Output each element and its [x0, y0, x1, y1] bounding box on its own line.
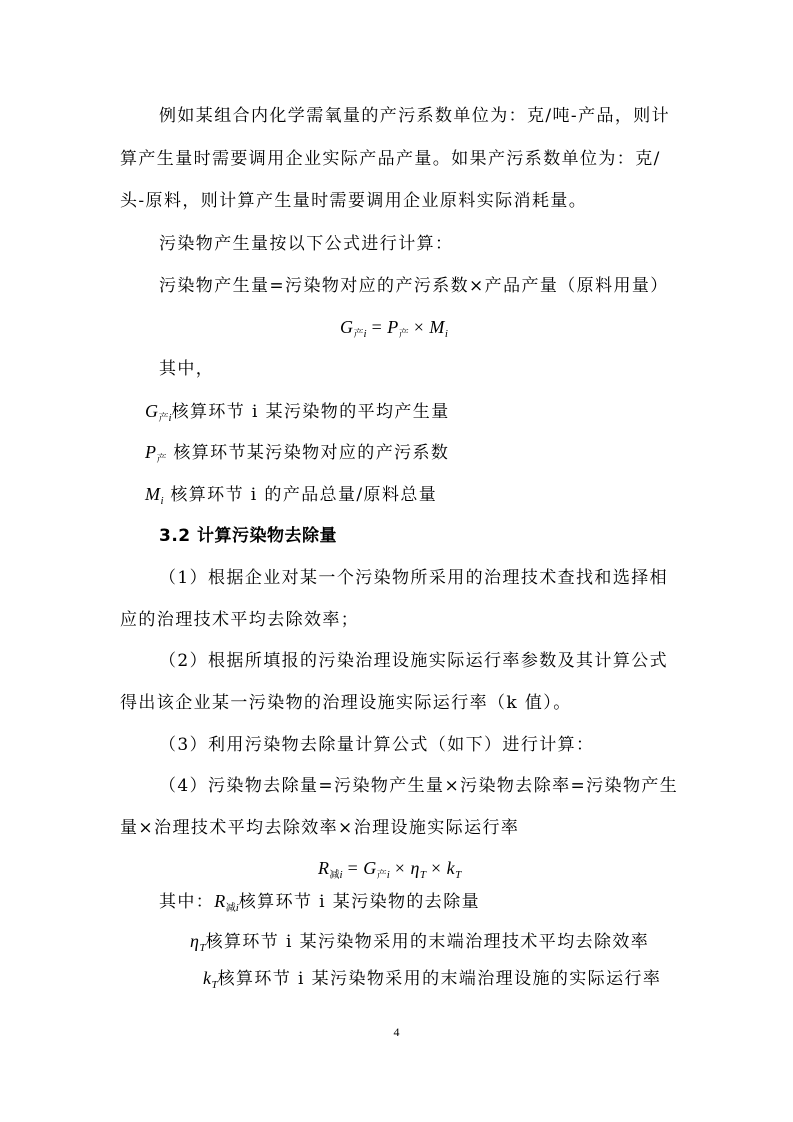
section-heading: 3.2 计算污染物去除量	[159, 526, 338, 546]
symbol-p: $P_产$	[145, 442, 167, 465]
formula-generation: $G_{产i} = P_产 \times M_i$	[340, 317, 448, 340]
symbol-eta: $\eta_T$	[190, 931, 206, 954]
paragraph-line: 头-原料，则计算产生量时需要调用企业原料实际消耗量。	[120, 191, 588, 211]
definition-k: $k_T$核算环节 i 某污染物采用的末端治理设施的实际运行率	[203, 968, 662, 991]
symbol-g: $G_{产i}$	[145, 401, 172, 424]
definition-p: $P_产$ 核算环节某污染物对应的产污系数	[145, 442, 450, 465]
paragraph-line: （4）污染物去除量=污染物产生量×污染物去除率=污染物产生	[159, 776, 679, 796]
symbol-m: $M_i$	[145, 484, 164, 507]
paragraph-line: 得出该企业某一污染物的治理设施实际运行率（k 值）。	[120, 693, 572, 713]
definition-r: 其中：$R_{减i}$核算环节 i 某污染物的去除量	[159, 891, 481, 914]
paragraph-line: 量×治理技术平均去除效率×治理设施实际运行率	[120, 818, 520, 838]
paragraph-line: 算产生量时需要调用企业实际产品产量。如果产污系数单位为：克/	[120, 149, 661, 169]
paragraph-line: 污染物产生量按以下公式进行计算：	[159, 234, 454, 254]
paragraph-line: 其中，	[159, 359, 215, 379]
formula-removal: $R_{减i} = G_{产i} \times \eta_T \times k_T$	[318, 858, 462, 881]
paragraph-line: （3）利用污染物去除量计算公式（如下）进行计算：	[159, 735, 595, 755]
definition-g: $G_{产i}$核算环节 i 某污染物的平均产生量	[145, 401, 450, 424]
paragraph-line: 例如某组合内化学需氧量的产污系数单位为：克/吨-产品，则计	[159, 106, 671, 126]
paragraph-line: 应的治理技术平均去除效率；	[120, 610, 360, 630]
paragraph-line: （2）根据所填报的污染治理设施实际运行率参数及其计算公式	[159, 651, 669, 671]
definition-eta: $\eta_T$核算环节 i 某污染物采用的末端治理技术平均去除效率	[190, 931, 650, 954]
symbol-k: $k_T$	[203, 968, 218, 991]
definition-m: $M_i$ 核算环节 i 的产品总量/原料总量	[145, 484, 438, 507]
paragraph-line: 污染物产生量=污染物对应的产污系数×产品产量（原料用量）	[159, 276, 669, 296]
paragraph-line: （1）根据企业对某一个污染物所采用的治理技术查找和选择相	[159, 568, 669, 588]
symbol-r: $R_{减i}$	[214, 891, 239, 914]
page-number: 4	[393, 1025, 400, 1039]
